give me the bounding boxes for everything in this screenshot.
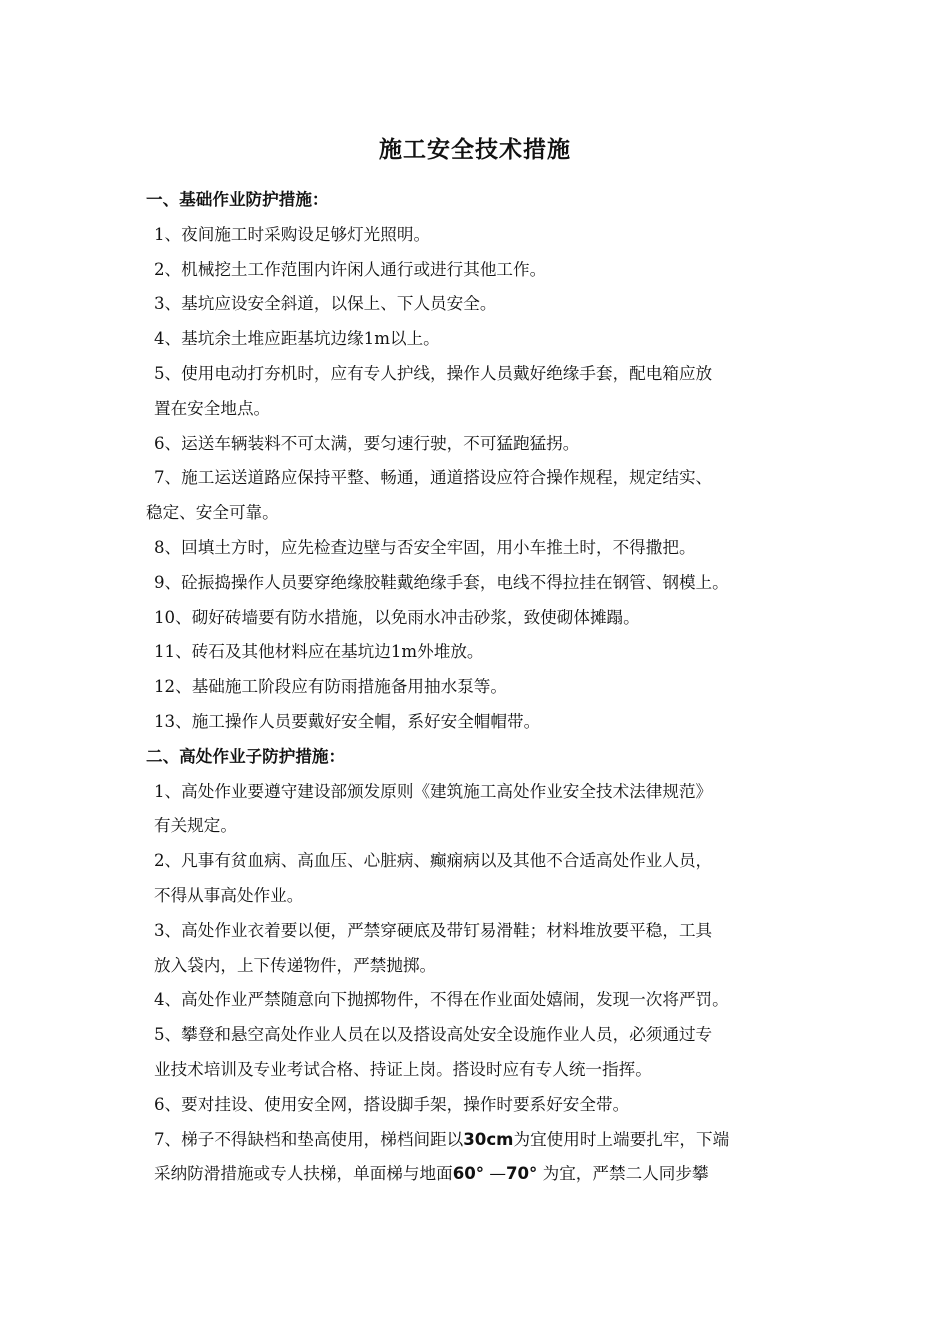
- paragraph-line: 10、砌好砖墙要有防水措施，以免雨水冲击砂浆，致使砌体摊蹋。: [154, 607, 640, 627]
- paragraph-line: 11、砖石及其他材料应在基坑边1m外堆放。: [154, 642, 484, 662]
- paragraph-line-item7-cont: [146, 1157, 816, 1192]
- paragraph-line: 6、运送车辆装料不可太满，要匀速行驶，不可猛跑猛拐。: [154, 433, 580, 453]
- paragraph-line: 2、机械挖土工作范围内许闲人通行或进行其他工作。: [154, 259, 547, 279]
- paragraph-line: 放入袋内，上下传递物件，严禁抛掷。: [154, 955, 437, 975]
- section-heading-height-work: 二、高处作业子防护措施：: [146, 746, 346, 766]
- text-segment: 为宜使用时上端要扎牢，下端: [513, 1129, 730, 1149]
- paragraph-line: 1、高处作业要遵守建设部颁发原则《建筑施工高处作业安全技术法律规范》: [154, 781, 713, 801]
- section-heading-foundation: 一、基础作业防护措施：: [146, 190, 329, 209]
- paragraph-line: 12、基础施工阶段应有防雨措施备用抽水泵等。: [154, 677, 507, 697]
- paragraph-line: 业技术培训及专业考试合格、持证上岗。搭设时应有专人统一指挥。: [154, 1059, 652, 1079]
- paragraph-line: 5、攀登和悬空高处作业人员在以及搭设高处安全设施作业人员，必须通过专: [154, 1025, 713, 1045]
- paragraph-line: 置在安全地点。: [154, 398, 271, 418]
- paragraph-line: 3、高处作业衣着要以便，严禁穿硬底及带钉易滑鞋；材料堆放要平稳，工具: [154, 920, 713, 940]
- measurement-value: 30cm: [463, 1129, 514, 1149]
- paragraph-line: 2、凡事有贫血病、高血压、心脏病、癫痫病以及其他不合适高处作业人员，: [154, 851, 713, 871]
- paragraph-line: 4、基坑余土堆应距基坑边缘1m以上。: [154, 329, 440, 349]
- document-title: 施工安全技术措施: [379, 137, 571, 163]
- paragraph-line: 4、高处作业严禁随意向下抛掷物件，不得在作业面处嬉闹，发现一次将严罚。: [154, 990, 729, 1010]
- paragraph-line: 5、使用电动打夯机时，应有专人护线，操作人员戴好绝缘手套，配电箱应放: [154, 363, 713, 383]
- document-body: [146, 183, 816, 1192]
- paragraph-line: 不得从事高处作业。: [154, 885, 304, 905]
- angle-value: 60°: [452, 1164, 485, 1184]
- text-segment: 7、梯子不得缺档和垫高使用，梯档间距以: [154, 1129, 464, 1149]
- paragraph-line: 8、回填土方时，应先检查边壁与否安全牢固，用小车推土时，不得撒把。: [154, 537, 696, 557]
- paragraph-line: 稳定、安全可靠。: [146, 503, 279, 523]
- paragraph-line: 7、施工运送道路应保持平整、畅通，通道搭设应符合操作规程，规定结实、: [154, 468, 713, 488]
- text-segment: —: [484, 1164, 506, 1184]
- paragraph-line: 6、要对挂设、使用安全网，搭设脚手架，操作时要系好安全带。: [154, 1094, 630, 1114]
- paragraph-line-item7: [146, 1123, 816, 1158]
- angle-value: 70°: [505, 1164, 538, 1184]
- paragraph-line: 1、夜间施工时采购设足够灯光照明。: [154, 224, 431, 244]
- text-segment: 采纳防滑措施或专人扶梯，单面梯与地面: [154, 1164, 453, 1184]
- text-segment: 为宜，严禁二人同步攀: [537, 1164, 709, 1184]
- paragraph-line: 13、施工操作人员要戴好安全帽，系好安全帽帽带。: [154, 711, 541, 731]
- paragraph-line: 有关规定。: [154, 816, 237, 836]
- paragraph-line: 3、基坑应设安全斜道，以保上、下人员安全。: [154, 294, 497, 314]
- paragraph-line: 9、砼振捣操作人员要穿绝缘胶鞋戴绝缘手套，电线不得拉挂在钢管、钢模上。: [154, 572, 729, 592]
